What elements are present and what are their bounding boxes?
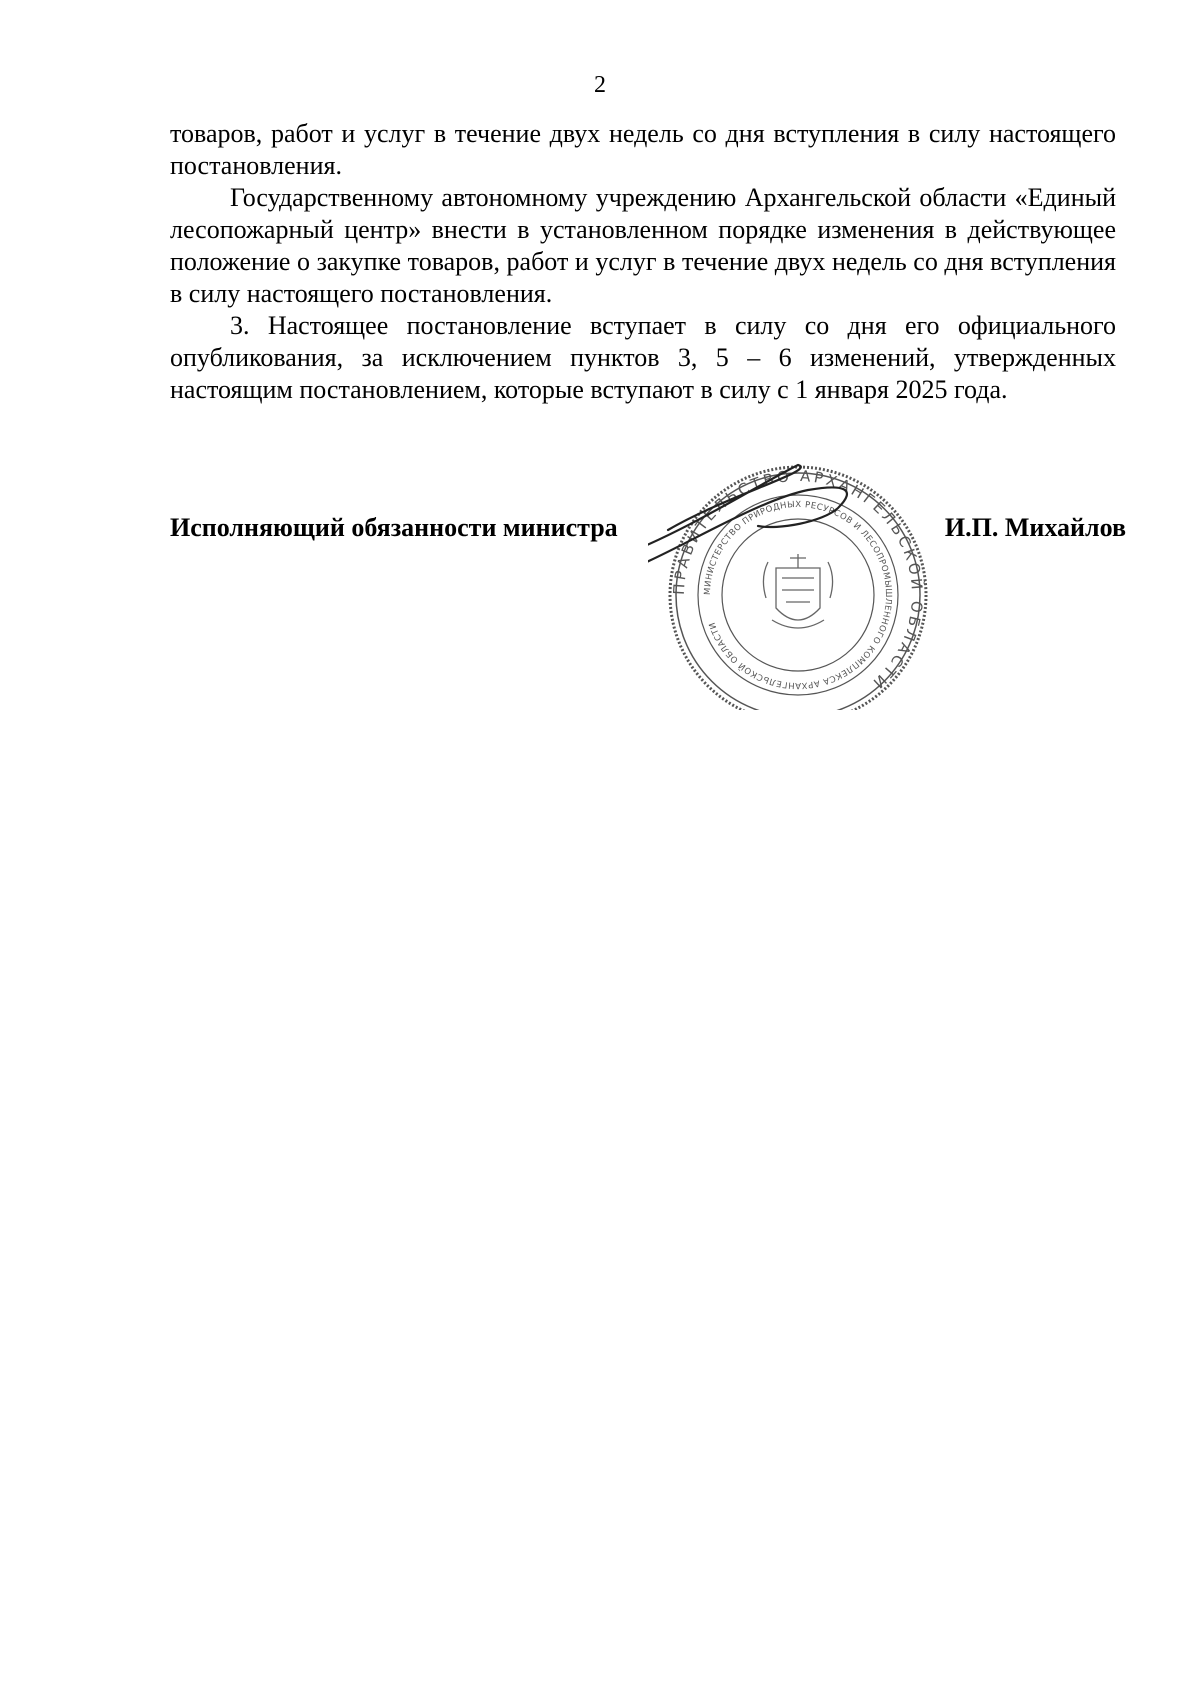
seal-outer-text: ПРАВИТЕЛЬСТВО АРХАНГЕЛЬСКОЙ ОБЛАСТИ: [669, 466, 927, 694]
signatory-name: И.П. Михайлов: [944, 513, 1126, 542]
page-number: 2: [594, 72, 606, 98]
coat-of-arms-emblem: [763, 554, 832, 628]
document-body: [170, 118, 1116, 406]
paragraph-entry-into-force: 3. Настоящее постановление вступает в силу со дня его официального опубликования, за исключением пунктов 3, 5 – 6 изменений, утвержденных настоящим постановлением, которые вступают в силу с 1 января 2025 года.: [170, 311, 1116, 404]
paragraph-procurement-changes: Государственному автономному учреждению Архангельской области «Единый лесопожарный центр» внести в установленном порядке изменения в действующее положение о закупке товаров, работ и услуг в течение двух недель со дня вступления в силу настоящего постановления.: [170, 183, 1116, 308]
paragraph-continuation: товаров, работ и услуг в течение двух недель со дня вступления в силу настоящего постановления.: [170, 119, 1116, 180]
seal-inner-text: МИНИСТЕРСТВО ПРИРОДНЫХ РЕСУРСОВ И ЛЕСОПРОМЫШЛЕННОГО КОМПЛЕКСА АРХАНГЕЛЬСКОЙ ОБЛАСТИ: [702, 499, 894, 691]
signatory-title: Исполняющий обязанности министра: [170, 513, 618, 542]
official-seal-stamp: [648, 450, 1008, 710]
